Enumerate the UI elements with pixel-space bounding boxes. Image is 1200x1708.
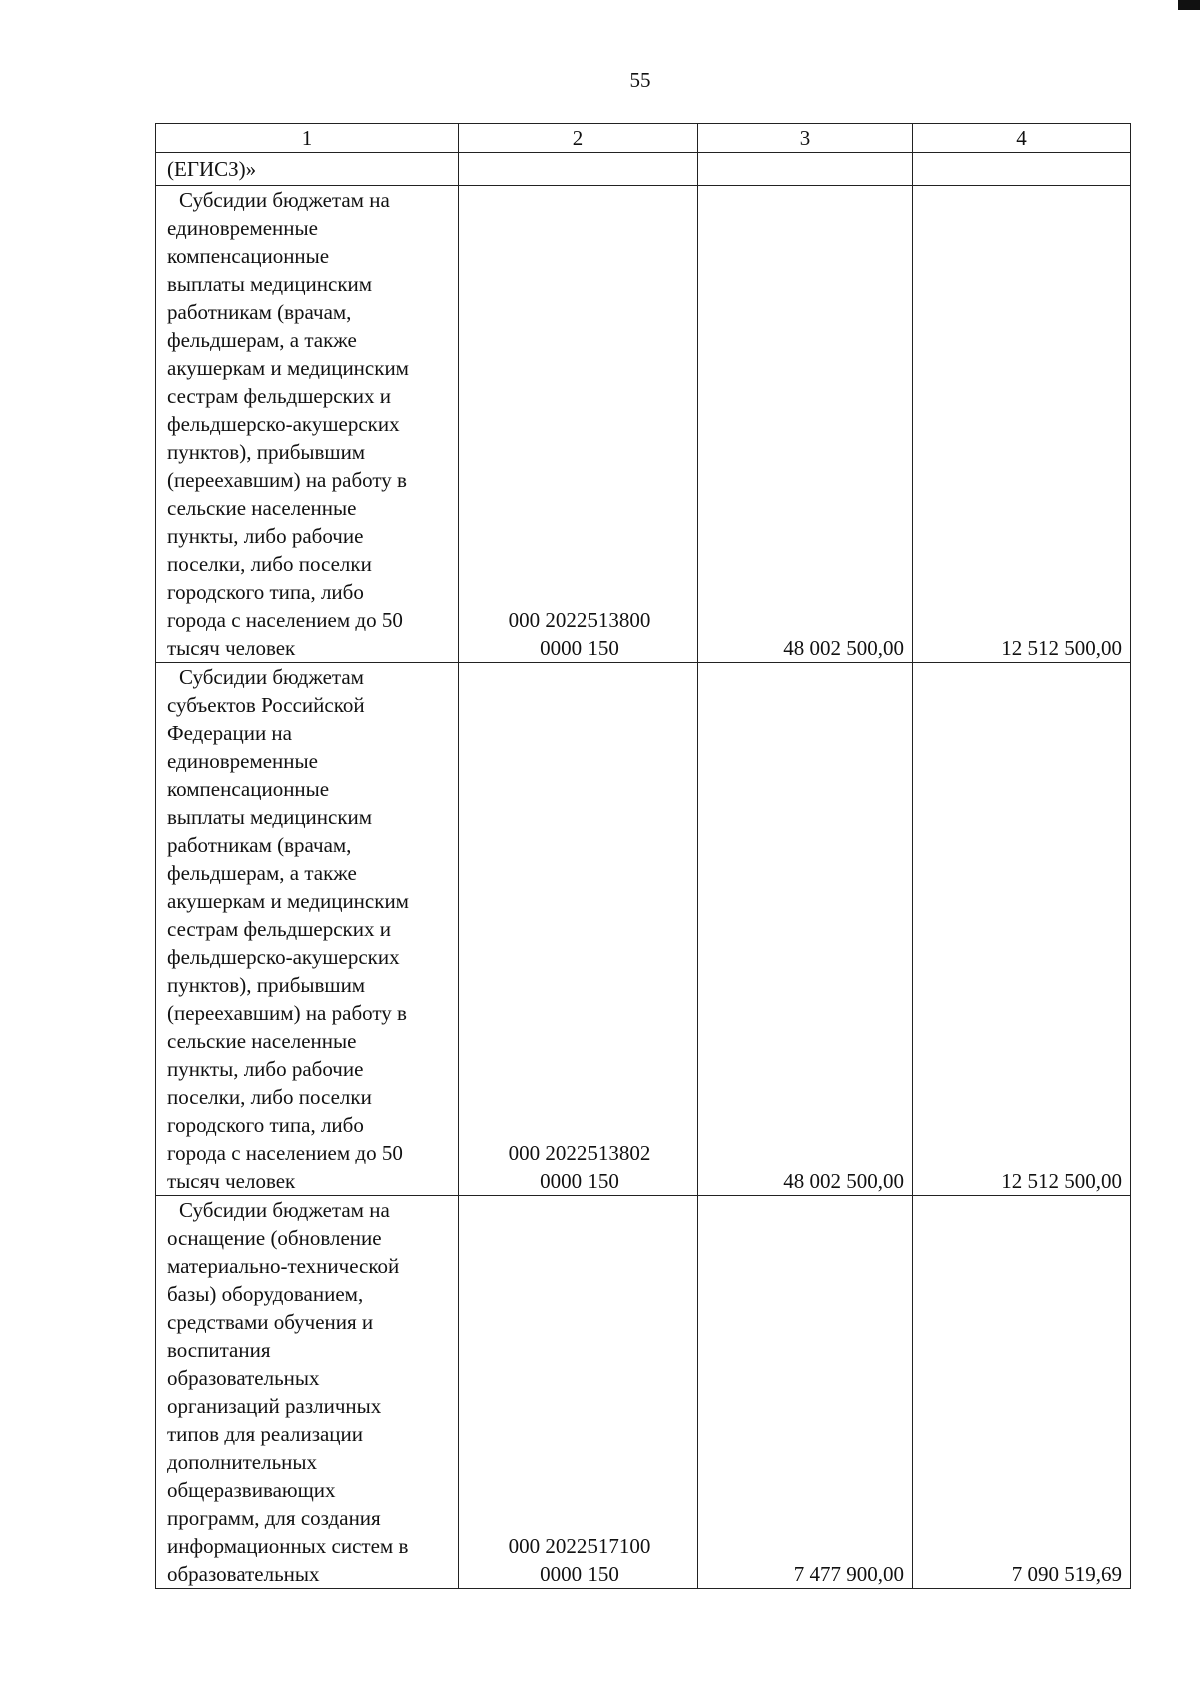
column-header-1: 1: [156, 124, 459, 153]
row-code: [459, 1196, 698, 1589]
description-line: компенсационные: [167, 777, 330, 801]
table-row: [156, 663, 1131, 1196]
row-amount-col3: 48 002 500,00: [698, 663, 913, 1196]
row-description: [156, 186, 459, 663]
table-row: [156, 186, 1131, 663]
description-line: компенсационные: [167, 244, 330, 268]
description-line: общеразвивающих: [167, 1478, 336, 1502]
row-amount-col3: 48 002 500,00: [698, 186, 913, 663]
row-description: [156, 663, 459, 1196]
description-line: городского типа, либо: [167, 1113, 364, 1137]
description-line: сельские населенные: [167, 496, 357, 520]
column-header-2: 2: [459, 124, 698, 153]
code-line: 0000 150: [540, 636, 619, 660]
description-line: выплаты медицинским: [167, 805, 373, 829]
description-line: поселки, либо поселки: [167, 552, 372, 576]
continued-code: [459, 153, 698, 186]
description-line: тысяч человек: [167, 1169, 296, 1193]
description-line: единовременные: [167, 216, 318, 240]
description-line: сельские населенные: [167, 1029, 357, 1053]
row-amount-col3: 7 477 900,00: [698, 1196, 913, 1589]
description-line: базы) оборудованием,: [167, 1282, 364, 1306]
column-header-3: 3: [698, 124, 913, 153]
description-line: Субсидии бюджетам на: [179, 188, 390, 212]
description-line: образовательных: [167, 1366, 320, 1390]
description-line: городского типа, либо: [167, 580, 364, 604]
description-line: сестрам фельдшерских и: [167, 384, 391, 408]
description-line: пункты, либо рабочие: [167, 1057, 364, 1081]
code-line: 0000 150: [540, 1562, 619, 1586]
description-line: программ, для создания: [167, 1506, 381, 1530]
table-header-row: [156, 124, 1131, 153]
continued-row: [156, 153, 1131, 186]
continued-col4: [913, 153, 1131, 186]
description-line: материально-технической: [167, 1254, 400, 1278]
row-amount-col4: 12 512 500,00: [913, 186, 1131, 663]
description-line: акушеркам и медицинским: [167, 356, 409, 380]
row-amount-col4: 12 512 500,00: [913, 663, 1131, 1196]
row-description: [156, 1196, 459, 1589]
description-line: организаций различных: [167, 1394, 382, 1418]
description-line: (переехавшим) на работу в: [167, 1001, 407, 1025]
description-line: пунктов), прибывшим: [167, 973, 366, 997]
code-line: 000 2022513800: [508, 608, 651, 632]
row-amount-col4: 7 090 519,69: [913, 1196, 1131, 1589]
description-line: типов для реализации: [167, 1422, 364, 1446]
description-line: фельдшерско-акушерских: [167, 945, 400, 969]
description-line: фельдшерско-акушерских: [167, 412, 400, 436]
code-line: 000 2022517100: [508, 1534, 651, 1558]
description-line: поселки, либо поселки: [167, 1085, 372, 1109]
description-line: города с населением до 50: [167, 608, 403, 632]
description-line: единовременные: [167, 749, 318, 773]
description-line: воспитания: [167, 1338, 271, 1362]
description-line: тысяч человек: [167, 636, 296, 660]
description-line: дополнительных: [167, 1450, 318, 1474]
row-code: [459, 663, 698, 1196]
description-line: акушеркам и медицинским: [167, 889, 409, 913]
description-line: сестрам фельдшерских и: [167, 917, 391, 941]
description-line: Субсидии бюджетам: [179, 665, 364, 689]
description-line: пунктов), прибывшим: [167, 440, 366, 464]
continued-description: (ЕГИСЗ)»: [156, 153, 459, 186]
description-line: работникам (врачам,: [167, 833, 352, 857]
code-line: 000 2022513802: [508, 1141, 651, 1165]
description-line: образовательных: [167, 1562, 320, 1586]
description-line: выплаты медицинским: [167, 272, 373, 296]
description-line: (переехавшим) на работу в: [167, 468, 407, 492]
table-row: [156, 1196, 1131, 1589]
description-line: субъектов Российской: [167, 693, 365, 717]
row-code: [459, 186, 698, 663]
description-line: средствами обучения и: [167, 1310, 374, 1334]
scan-corner-mark: [1178, 0, 1200, 10]
code-line: 0000 150: [540, 1169, 619, 1193]
description-line: фельдшерам, а также: [167, 328, 357, 352]
description-line: города с населением до 50: [167, 1141, 403, 1165]
page-number: 55: [629, 68, 651, 92]
description-line: оснащение (обновление: [167, 1226, 382, 1250]
description-line: информационных систем в: [167, 1534, 409, 1558]
continued-col3: [698, 153, 913, 186]
budget-table: [155, 123, 1131, 1589]
column-header-4: 4: [913, 124, 1131, 153]
description-line: фельдшерам, а также: [167, 861, 357, 885]
description-line: Субсидии бюджетам на: [179, 1198, 390, 1222]
description-line: Федерации на: [167, 721, 292, 745]
description-line: пункты, либо рабочие: [167, 524, 364, 548]
description-line: работникам (врачам,: [167, 300, 352, 324]
